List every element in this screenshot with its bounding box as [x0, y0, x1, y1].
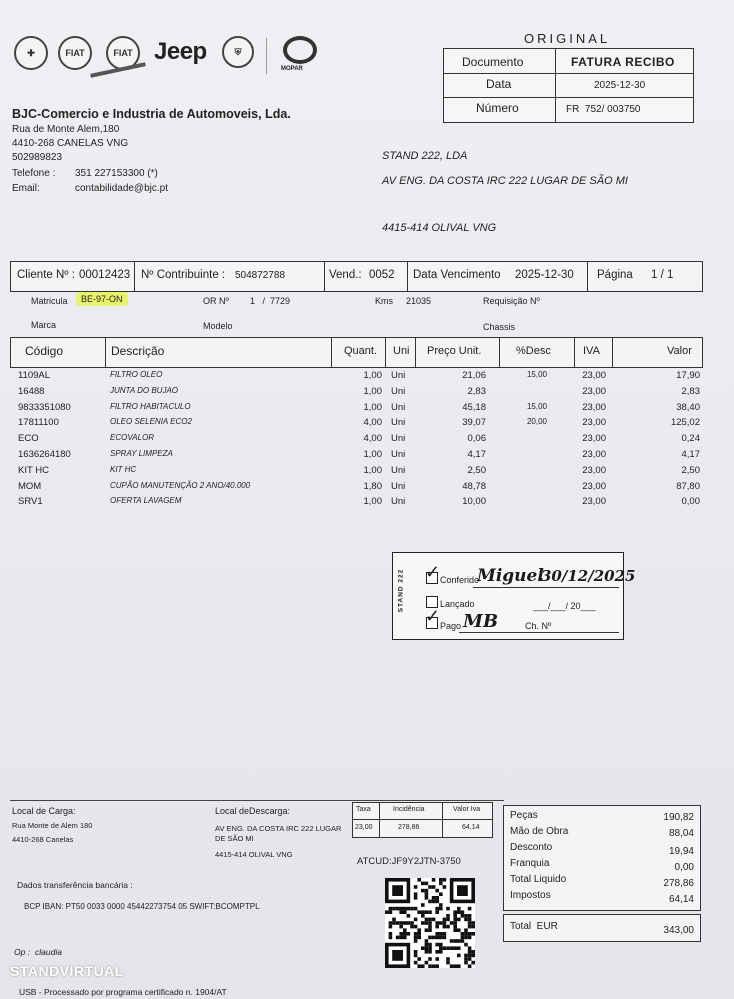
original-label: ORIGINAL	[524, 31, 611, 46]
vencimento-label: Data Vencimento	[413, 269, 501, 281]
table-cell-codigo: SRV1	[18, 496, 43, 508]
conferido-signature: Miguel	[477, 566, 544, 586]
table-cell-valor: 125,02	[670, 417, 700, 429]
table-cell-valor: 4,17	[681, 449, 700, 460]
vendedor-label: Vend.:	[329, 269, 362, 281]
or-label: OR Nº	[203, 296, 229, 306]
table-cell-quant: 1,00	[363, 401, 382, 413]
document-info-box	[443, 48, 694, 123]
mopar-wordmark: MOPAR	[281, 66, 303, 72]
table-cell-iva: 23,00	[582, 464, 606, 476]
numero-label: Número	[476, 101, 519, 115]
table-cell-uni: Uni	[391, 449, 406, 460]
pagina-label: Página	[597, 269, 633, 281]
atcud-code: ATCUD:JF9Y2JTN-3750	[357, 856, 461, 867]
col-uni: Uni	[393, 345, 410, 357]
kms-label: Kms	[375, 296, 393, 306]
descarga-addr2: DE SÃO MI	[215, 834, 254, 843]
table-cell-descricao: OFERTA LAVAGEM	[110, 496, 182, 506]
data-value: 2025-12-30	[594, 80, 646, 91]
table-cell-preco: 39,07	[462, 417, 486, 429]
incidencia-label: Incidência	[393, 806, 425, 813]
vencimento-value: 2025-12-30	[515, 269, 574, 281]
telefone-label: Telefone :	[12, 168, 56, 179]
descarga-addr1: AV ENG. DA COSTA IRC 222 LUGAR	[215, 824, 342, 833]
email-value: contabilidade@bjc.pt	[75, 183, 168, 194]
table-cell-uni: Uni	[391, 480, 406, 492]
customer-name: STAND 222, LDA	[382, 150, 468, 162]
table-cell-preco: 0,06	[467, 433, 486, 445]
customer-address: AV ENG. DA COSTA IRC 222 LUGAR DE SÃO MI	[382, 175, 628, 187]
descarga-label: Local deDescarga:	[215, 806, 291, 816]
table-cell-descricao: CUPÃO MANUTENÇÃO 2 ANO/40.000	[110, 480, 251, 490]
company-address2: 4410-268 CANELAS VNG	[12, 138, 129, 149]
table-row	[0, 465, 734, 481]
impostos-label: Impostos	[510, 890, 551, 901]
company-name: BJC-Comercio e Industria de Automoveis, Lda.	[12, 107, 291, 121]
marca-label: Marca	[31, 320, 57, 330]
company-nif: 502989823	[12, 152, 63, 163]
email-label: Email:	[12, 183, 40, 194]
bank-details: BCP IBAN: PT50 0033 0000 45442273754 05 SWIFT:BCOMPTPL	[24, 902, 260, 911]
documento-label: Documento	[462, 55, 524, 69]
vendedor-value: 0052	[369, 269, 395, 281]
table-row	[0, 481, 734, 497]
table-cell-descricao: JUNTA DO BUJAO	[110, 385, 179, 395]
numero-value: FR 752/ 003750	[566, 104, 641, 115]
table-row	[0, 402, 734, 418]
abarth-logo-icon: ⛨	[222, 36, 254, 68]
totals-box	[503, 805, 701, 911]
table-cell-preco: 4,17	[467, 449, 486, 460]
desconto-value: 19,94	[668, 846, 694, 857]
customer-postal: 4415-414 OLIVAL VNG	[382, 222, 497, 234]
table-cell-iva: 23,00	[582, 496, 606, 508]
stamp-side-text: STAND 222	[397, 568, 405, 613]
conferido-checkmark-icon: ✓	[425, 562, 441, 582]
franquia-label: Franquia	[510, 858, 550, 869]
table-row	[0, 417, 734, 433]
mopar-logo-icon	[283, 36, 317, 64]
table-cell-valor: 38,40	[676, 401, 700, 413]
table-cell-desc: 20,00	[526, 417, 547, 427]
telefone-value: 351 227153300 (*)	[75, 168, 158, 179]
table-cell-valor: 2,50	[681, 464, 700, 476]
or-value: 1 / 7729	[250, 296, 291, 306]
table-cell-codigo: ECO	[18, 433, 39, 445]
pagina-value: 1 / 1	[651, 269, 674, 281]
table-cell-valor: 17,90	[676, 370, 700, 381]
data-label: Data	[486, 77, 512, 91]
stand-stamp	[392, 552, 636, 640]
mao-obra-label: Mão de Obra	[510, 826, 569, 837]
table-cell-preco: 45,18	[462, 401, 486, 413]
table-cell-uni: Uni	[391, 401, 406, 413]
tax-table	[352, 802, 493, 838]
franquia-value: 0,00	[674, 862, 694, 873]
table-cell-preco: 10,00	[462, 496, 486, 508]
alfa-romeo-logo-icon: ✚	[14, 36, 48, 70]
table-cell-descricao: ECOVALOR	[110, 433, 155, 443]
table-cell-uni: Uni	[391, 433, 406, 445]
col-valor: Valor	[667, 345, 692, 357]
pecas-value: 190,82	[663, 812, 694, 823]
lancado-label: Lançado	[440, 599, 475, 609]
documento-value: FATURA RECIBO	[571, 55, 675, 69]
fiat-professional-logo-icon: FIAT	[106, 36, 140, 70]
pecas-label: Peças	[510, 810, 538, 821]
logo-divider	[266, 38, 267, 74]
table-cell-quant: 1,00	[363, 449, 382, 460]
standvirtual-watermark: STANDVIRTUAL	[10, 963, 124, 979]
table-cell-codigo: 17811100	[18, 417, 59, 429]
fiat-logo-icon: FIAT	[58, 36, 92, 70]
operator-value: claudia	[35, 947, 62, 957]
contribuinte-value: 504872788	[235, 270, 286, 281]
table-cell-iva: 23,00	[582, 385, 606, 397]
total-liquido-label: Total Liquido	[510, 874, 567, 885]
table-cell-descricao: KIT HC	[110, 464, 137, 474]
table-cell-preco: 21,06	[462, 370, 486, 381]
table-cell-iva: 23,00	[582, 401, 606, 413]
grand-total-value: 343,00	[663, 925, 694, 936]
table-cell-descricao: FILTRO OLEO	[110, 370, 163, 379]
table-cell-quant: 1,80	[363, 480, 382, 492]
grand-total-box	[503, 914, 701, 942]
table-row	[0, 386, 734, 402]
col-desc: %Desc	[516, 345, 551, 357]
table-cell-descricao: OLEO SELENIA ECO2	[110, 417, 192, 427]
cliente-label: Cliente Nº :	[17, 269, 75, 281]
modelo-label: Modelo	[203, 321, 233, 331]
table-cell-codigo: 1109AL	[18, 370, 51, 381]
taxa-label: Taxa	[356, 806, 371, 813]
col-preco: Preço Unit.	[427, 345, 482, 357]
conferido-label: Conferido	[440, 575, 480, 585]
footer-rule	[10, 800, 504, 801]
table-cell-uni: Uni	[391, 464, 406, 476]
table-cell-preco: 48,78	[462, 480, 486, 492]
company-address1: Rua de Monte Alem,180	[12, 124, 120, 135]
pago-signature: MB	[463, 611, 499, 632]
col-quant: Quant.	[344, 345, 378, 357]
carga-addr2: 4410-268 Canelas	[12, 835, 74, 844]
mao-obra-value: 88,04	[668, 828, 694, 839]
valoriva-label: Valor Iva	[453, 806, 481, 813]
desconto-label: Desconto	[510, 842, 553, 853]
table-cell-uni: Uni	[391, 417, 406, 429]
table-cell-quant: 4,00	[363, 417, 382, 429]
table-cell-codigo: MOM	[18, 480, 42, 492]
col-codigo: Código	[25, 344, 64, 358]
carga-label: Local de Carga:	[12, 806, 76, 816]
table-cell-quant: 1,00	[363, 496, 382, 508]
incidencia-value: 278,86	[398, 824, 420, 831]
taxa-value: 23,00	[355, 824, 373, 831]
operator-label: Op :	[14, 947, 31, 957]
table-cell-descricao: FILTRO HABITACULO	[110, 401, 191, 411]
lancado-date: ___/___/ 20___	[533, 601, 596, 611]
table-row	[0, 449, 734, 465]
cliente-value: 00012423	[79, 269, 131, 281]
bank-label: Dados transferência bancária :	[17, 880, 133, 890]
requisicao-label: Requisição Nº	[483, 296, 540, 306]
pago-label: Pago	[440, 621, 462, 631]
impostos-value: 64,14	[668, 894, 694, 905]
cheque-label: Ch. Nº	[525, 621, 552, 631]
col-iva: IVA	[583, 345, 600, 357]
table-cell-descricao: SPRAY LIMPEZA	[110, 449, 173, 458]
table-cell-quant: 1,00	[363, 464, 382, 476]
table-cell-valor: 0,00	[681, 496, 700, 508]
conferido-date: 30/12/2025	[541, 567, 636, 585]
pago-checkmark-icon: ✓	[425, 606, 441, 626]
table-cell-codigo: 9833351080	[18, 401, 71, 413]
valoriva-value: 64,14	[462, 824, 480, 831]
carga-addr1: Rua Monte de Alem 180	[12, 821, 93, 830]
table-cell-iva: 23,00	[582, 480, 606, 492]
table-cell-desc: 15,00	[526, 370, 547, 379]
table-cell-quant: 1,00	[363, 370, 382, 381]
table-cell-quant: 4,00	[363, 433, 382, 445]
contribuinte-label: Nº Contribuinte :	[141, 269, 226, 281]
table-cell-uni: Uni	[391, 385, 406, 397]
table-cell-codigo: KIT HC	[18, 464, 49, 476]
grand-total-label: Total EUR	[510, 921, 558, 932]
processed-note: USB - Processado por programa certificado n. 1904/AT	[19, 987, 227, 997]
table-cell-iva: 23,00	[582, 449, 606, 460]
descarga-addr3: 4415-414 OLIVAL VNG	[215, 850, 293, 859]
table-cell-uni: Uni	[391, 370, 406, 381]
table-cell-codigo: 1636264180	[18, 449, 71, 460]
table-row	[0, 433, 734, 449]
table-cell-quant: 1,00	[363, 385, 382, 397]
col-descricao: Descrição	[111, 344, 165, 358]
matricula-value: BE-97-ON	[76, 292, 128, 306]
table-cell-valor: 0,24	[681, 433, 700, 445]
table-cell-preco: 2,50	[467, 464, 486, 476]
table-cell-iva: 23,00	[582, 370, 606, 381]
table-cell-codigo: 16488	[18, 385, 45, 397]
table-row	[0, 370, 734, 386]
matricula-label: Matricula	[31, 296, 68, 306]
table-cell-iva: 23,00	[582, 433, 606, 445]
jeep-logo: Jeep	[154, 38, 207, 65]
table-cell-iva: 23,00	[582, 417, 606, 429]
info-bar	[10, 261, 703, 292]
table-cell-preco: 2,83	[467, 385, 486, 397]
table-cell-valor: 2,83	[681, 385, 700, 397]
table-cell-uni: Uni	[391, 496, 406, 508]
chassis-label: Chassis	[483, 322, 516, 332]
qr-code-icon	[385, 878, 475, 968]
items-table-header	[10, 337, 703, 368]
table-cell-desc: 15,00	[526, 401, 547, 411]
total-liquido-value: 278,86	[663, 878, 694, 889]
kms-value: 21035	[406, 296, 432, 306]
table-row	[0, 496, 734, 512]
table-cell-valor: 87,80	[676, 480, 700, 492]
